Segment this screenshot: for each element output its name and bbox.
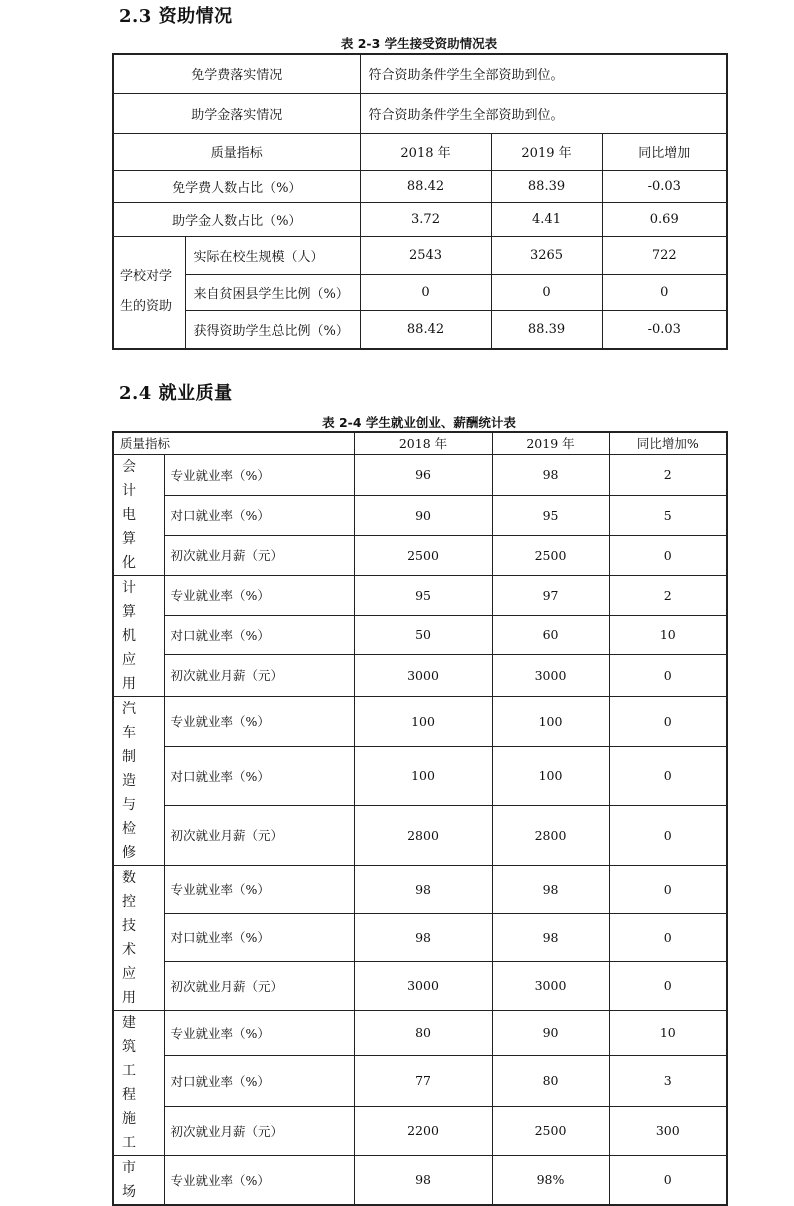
cell-change: -0.03 bbox=[602, 310, 727, 349]
row-label: 实际在校生规模（人） bbox=[185, 236, 360, 274]
table-row bbox=[113, 654, 727, 696]
cell-2018: 95 bbox=[354, 575, 492, 615]
table-row bbox=[113, 202, 727, 236]
cell-2019: 98 bbox=[492, 454, 609, 495]
row-label: 专业就业率（%） bbox=[164, 865, 354, 914]
cell-2019: 97 bbox=[492, 575, 609, 615]
table-row bbox=[113, 274, 727, 310]
cell-change: 2 bbox=[609, 575, 727, 615]
cell-2019: 3000 bbox=[492, 654, 609, 696]
table-row bbox=[113, 615, 727, 654]
row-label: 对口就业率（%） bbox=[164, 495, 354, 535]
header-row bbox=[113, 432, 727, 454]
cell-2018: 2200 bbox=[354, 1106, 492, 1155]
cell-change: 10 bbox=[609, 1010, 727, 1056]
row-label: 对口就业率（%） bbox=[164, 914, 354, 961]
major-name-line: 计 算 bbox=[122, 579, 143, 620]
cell-2018: 2800 bbox=[354, 806, 492, 865]
cell-2019: 2800 bbox=[492, 806, 609, 865]
major-name-line: 制 造 bbox=[122, 748, 143, 789]
cell-2019: 4.41 bbox=[491, 202, 602, 236]
table-row bbox=[113, 170, 727, 202]
table-row bbox=[113, 914, 727, 961]
cell-change: 0 bbox=[609, 914, 727, 961]
cell-2019: 100 bbox=[492, 696, 609, 746]
cell-2018: 96 bbox=[354, 454, 492, 495]
header-2019: 2019 年 bbox=[492, 432, 609, 454]
header-2019: 2019 年 bbox=[491, 133, 602, 170]
table-row bbox=[113, 495, 727, 535]
table-2-4-caption: 表 2-4 学生就业创业、薪酬统计表 bbox=[322, 415, 516, 430]
cell-change: 5 bbox=[609, 495, 727, 535]
section-heading-2-3: 2.3 资助情况 bbox=[119, 6, 233, 27]
row-label: 免学费人数占比（%） bbox=[113, 170, 360, 202]
cell-change: 0 bbox=[609, 654, 727, 696]
major-name bbox=[113, 1010, 164, 1155]
cell-2018: 98 bbox=[354, 914, 492, 961]
cell-change: 300 bbox=[609, 1106, 727, 1155]
table-row bbox=[113, 54, 727, 93]
table-row bbox=[113, 696, 727, 746]
table-row bbox=[113, 93, 727, 133]
row-label: 初次就业月薪（元） bbox=[164, 1106, 354, 1155]
table-row bbox=[113, 746, 727, 805]
major-name-line: 会 计 bbox=[122, 458, 143, 499]
cell-2019: 98 bbox=[492, 914, 609, 961]
row-label: 获得资助学生总比例（%） bbox=[185, 310, 360, 349]
major-name-line: 机 应 bbox=[122, 627, 143, 668]
header-metric: 质量指标 bbox=[113, 432, 354, 454]
cell-change: 722 bbox=[602, 236, 727, 274]
major-name-line: 工 程 bbox=[122, 1062, 143, 1103]
table-row bbox=[113, 454, 727, 495]
cell-change: 0 bbox=[609, 1155, 727, 1205]
grant-label: 助学金落实情况 bbox=[113, 93, 360, 133]
major-name bbox=[113, 865, 164, 1010]
cell-change: 0 bbox=[609, 806, 727, 865]
cell-2019: 88.39 bbox=[491, 170, 602, 202]
row-label: 对口就业率（%） bbox=[164, 615, 354, 654]
header-change: 同比增加% bbox=[609, 432, 727, 454]
cell-2018: 2500 bbox=[354, 535, 492, 575]
free-tuition-note: 符合资助条件学生全部资助到位。 bbox=[360, 54, 727, 93]
header-change: 同比增加 bbox=[602, 133, 727, 170]
major-name-line: 与 检 bbox=[122, 796, 143, 837]
row-label: 初次就业月薪（元） bbox=[164, 961, 354, 1010]
cell-change: 10 bbox=[609, 615, 727, 654]
row-label: 专业就业率（%） bbox=[164, 1155, 354, 1205]
major-name-line: 汽 车 bbox=[122, 700, 143, 741]
header-2018: 2018 年 bbox=[360, 133, 491, 170]
table-row bbox=[113, 1056, 727, 1107]
cell-change: 0 bbox=[609, 865, 727, 914]
header-row bbox=[113, 133, 727, 170]
major-name bbox=[113, 575, 164, 696]
cell-change: 0 bbox=[609, 696, 727, 746]
major-name-line: 数 控 bbox=[122, 869, 143, 910]
cell-2018: 80 bbox=[354, 1010, 492, 1056]
table-row bbox=[113, 806, 727, 865]
cell-2019: 0 bbox=[491, 274, 602, 310]
header-2018: 2018 年 bbox=[354, 432, 492, 454]
header-metric: 质量指标 bbox=[113, 133, 360, 170]
cell-2018: 98 bbox=[354, 1155, 492, 1205]
cell-2018: 3000 bbox=[354, 654, 492, 696]
major-name-line: 市 场 bbox=[122, 1159, 143, 1200]
major-name-line: 建 筑 bbox=[122, 1014, 143, 1055]
major-name-line: 用 bbox=[122, 675, 143, 692]
cell-2019: 98% bbox=[492, 1155, 609, 1205]
cell-2019: 88.39 bbox=[491, 310, 602, 349]
table-row bbox=[113, 310, 727, 349]
cell-change: 0 bbox=[609, 746, 727, 805]
cell-2018: 100 bbox=[354, 746, 492, 805]
cell-2018: 88.42 bbox=[360, 170, 491, 202]
table-row bbox=[113, 961, 727, 1010]
cell-change: 0 bbox=[609, 535, 727, 575]
table-row bbox=[113, 1010, 727, 1056]
table-row bbox=[113, 865, 727, 914]
cell-2018: 0 bbox=[360, 274, 491, 310]
free-tuition-label: 免学费落实情况 bbox=[113, 54, 360, 93]
grant-note: 符合资助条件学生全部资助到位。 bbox=[360, 93, 727, 133]
cell-2019: 98 bbox=[492, 865, 609, 914]
cell-2019: 3000 bbox=[492, 961, 609, 1010]
major-name-line: 化 bbox=[122, 554, 143, 571]
cell-2018: 98 bbox=[354, 865, 492, 914]
table-2-3-caption: 表 2-3 学生接受资助情况表 bbox=[340, 36, 498, 51]
table-row bbox=[113, 575, 727, 615]
table-row bbox=[113, 535, 727, 575]
major-name-line: 电 算 bbox=[122, 506, 143, 547]
cell-2019: 2500 bbox=[492, 1106, 609, 1155]
cell-2018: 2543 bbox=[360, 236, 491, 274]
cell-2018: 50 bbox=[354, 615, 492, 654]
cell-change: 2 bbox=[609, 454, 727, 495]
group-label: 学校对学生的资助 bbox=[113, 236, 185, 349]
table-row bbox=[113, 236, 727, 274]
major-name-line: 应用 bbox=[122, 965, 143, 1006]
cell-change: 3 bbox=[609, 1056, 727, 1107]
cell-2019: 80 bbox=[492, 1056, 609, 1107]
cell-change: 0 bbox=[602, 274, 727, 310]
table-row bbox=[113, 1155, 727, 1205]
row-label: 初次就业月薪（元） bbox=[164, 654, 354, 696]
section-heading-2-4: 2.4 就业质量 bbox=[119, 383, 233, 404]
major-name-line: 技 术 bbox=[122, 917, 143, 958]
row-label: 专业就业率（%） bbox=[164, 575, 354, 615]
cell-2019: 2500 bbox=[492, 535, 609, 575]
major-name-line: 修 bbox=[122, 844, 143, 861]
cell-change: -0.03 bbox=[602, 170, 727, 202]
cell-2019: 60 bbox=[492, 615, 609, 654]
major-name bbox=[113, 1155, 164, 1205]
cell-2019: 90 bbox=[492, 1010, 609, 1056]
cell-2019: 3265 bbox=[491, 236, 602, 274]
table-row bbox=[113, 1106, 727, 1155]
cell-2018: 77 bbox=[354, 1056, 492, 1107]
cell-2019: 95 bbox=[492, 495, 609, 535]
major-name bbox=[113, 454, 164, 575]
assistance-table bbox=[112, 53, 728, 350]
employment-table bbox=[112, 431, 728, 1206]
cell-2018: 3.72 bbox=[360, 202, 491, 236]
row-label: 对口就业率（%） bbox=[164, 746, 354, 805]
row-label: 初次就业月薪（元） bbox=[164, 806, 354, 865]
cell-2018: 3000 bbox=[354, 961, 492, 1010]
row-label: 专业就业率（%） bbox=[164, 696, 354, 746]
major-name-line: 施工 bbox=[122, 1110, 143, 1151]
row-label: 初次就业月薪（元） bbox=[164, 535, 354, 575]
row-label: 助学金人数占比（%） bbox=[113, 202, 360, 236]
cell-2018: 90 bbox=[354, 495, 492, 535]
cell-change: 0 bbox=[609, 961, 727, 1010]
cell-2018: 100 bbox=[354, 696, 492, 746]
cell-2018: 88.42 bbox=[360, 310, 491, 349]
cell-2019: 100 bbox=[492, 746, 609, 805]
row-label: 来自贫困县学生比例（%） bbox=[185, 274, 360, 310]
row-label: 对口就业率（%） bbox=[164, 1056, 354, 1107]
row-label: 专业就业率（%） bbox=[164, 454, 354, 495]
major-name bbox=[113, 696, 164, 865]
cell-change: 0.69 bbox=[602, 202, 727, 236]
row-label: 专业就业率（%） bbox=[164, 1010, 354, 1056]
